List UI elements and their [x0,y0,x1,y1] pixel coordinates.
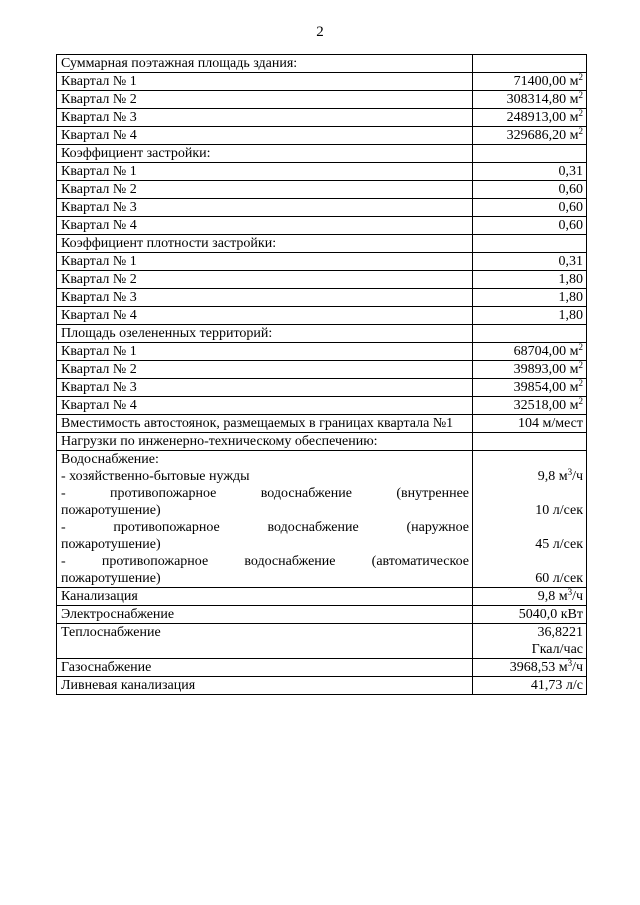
row-value: 32518,00 $м^2$ [473,397,587,415]
water-automatic-value: 60 л/сек [535,571,583,586]
row-label: Квартал № 3 [57,289,473,307]
row-label: Квартал № 2 [57,181,473,199]
parking-label: Вместимость автостоянок, размещаемых в границах квартала №1 [57,415,473,433]
storm-label: Ливневая канализация [57,677,473,695]
water-internal-line1: - противопожарное водоснабжение (внутреннее [61,486,470,501]
water-household-label: - хозяйственно-бытовые нужды [61,469,250,484]
table-row [57,91,587,109]
table-section-header [57,55,587,73]
table-row-heating [57,624,587,659]
table-section-header [57,235,587,253]
table-row [57,253,587,271]
heating-value-line1: 36,8221 [537,625,583,640]
row-label: Квартал № 2 [57,91,473,109]
water-automatic-line1: - противопожарное водоснабжение (автоматическое [61,554,469,569]
table-section-header [57,145,587,163]
table-row-loads-header [57,433,587,451]
row-label: Квартал № 4 [57,397,473,415]
water-title: Водоснабжение: [61,452,159,467]
section-title: Коэффициент плотности застройки: [57,235,473,253]
row-label: Квартал № 3 [57,379,473,397]
water-labels [57,451,473,588]
row-value: 0,31 [473,163,587,181]
row-label: Квартал № 2 [57,271,473,289]
row-value: 1,80 [473,271,587,289]
row-value: 71400,00 $м^2$ [473,73,587,91]
empty-cell [473,55,587,73]
row-value: 0,60 [473,181,587,199]
row-label: Квартал № 3 [57,109,473,127]
table-row [57,379,587,397]
table-row [57,307,587,325]
empty-cell [473,433,587,451]
gas-label: Газоснабжение [57,659,473,677]
electricity-label: Электроснабжение [57,606,473,624]
table-row-electricity [57,606,587,624]
row-label: Квартал № 1 [57,163,473,181]
row-value: 68704,00 $м^2$ [473,343,587,361]
table-row-gas [57,659,587,677]
loads-header: Нагрузки по инженерно-техническому обеспечению: [57,433,473,451]
table-row [57,289,587,307]
heating-value-line2: Гкал/час [531,642,583,657]
row-label: Квартал № 4 [57,307,473,325]
table-row [57,163,587,181]
table-body-utilities [57,415,587,695]
table-row [57,73,587,91]
row-value: 0,60 [473,217,587,235]
water-external-line1: - противопожарное водоснабжение (наружное [61,520,470,535]
water-internal-line2: пожаротушение) [61,503,161,518]
row-label: Квартал № 3 [57,199,473,217]
table-row [57,127,587,145]
row-value: 0,31 [473,253,587,271]
empty-cell [473,235,587,253]
water-automatic-line2: пожаротушение) [61,571,161,586]
row-value: 0,60 [473,199,587,217]
electricity-value: 5040,0 кВт [473,606,587,624]
table-row [57,199,587,217]
table-row [57,181,587,199]
page-number: 2 [316,24,324,40]
table-row [57,343,587,361]
row-value: 248913,00 $м^2$ [473,109,587,127]
row-value: 329686,20 $м^2$ [473,127,587,145]
water-external-value: 45 л/сек [535,537,583,552]
empty-cell [473,145,587,163]
table-row [57,217,587,235]
row-label: Квартал № 1 [57,343,473,361]
section-title: Суммарная поэтажная площадь здания: [57,55,473,73]
row-value: 1,80 [473,307,587,325]
parameters-table [56,54,587,695]
table-row-water [57,451,587,588]
table-row [57,397,587,415]
table-row-sewage [57,588,587,606]
gas-value: 3968,53 $м^3/ч$ [473,659,587,677]
table-row [57,361,587,379]
parking-value: 104 м/мест [473,415,587,433]
heating-value [473,624,587,659]
row-label: Квартал № 1 [57,73,473,91]
table-row-storm [57,677,587,695]
water-external-line2: пожаротушение) [61,537,161,552]
table-body [57,55,587,415]
water-household-value: 9,8 $м^3/ч$ [537,467,583,484]
row-value: 1,80 [473,289,587,307]
heating-label: Теплоснабжение [57,624,473,659]
table-section-header [57,325,587,343]
water-values [473,451,587,588]
row-value: 308314,80 $м^2$ [473,91,587,109]
row-label: Квартал № 4 [57,217,473,235]
empty-cell [473,325,587,343]
water-internal-value: 10 л/сек [535,503,583,518]
section-title: Площадь озелененных территорий: [57,325,473,343]
row-value: 39893,00 $м^2$ [473,361,587,379]
table-row-parking [57,415,587,433]
storm-value: 41,73 л/с [473,677,587,695]
row-label: Квартал № 4 [57,127,473,145]
row-label: Квартал № 2 [57,361,473,379]
table-row [57,109,587,127]
table-row [57,271,587,289]
sewage-value: 9,8 $м^3/ч$ [473,588,587,606]
row-label: Квартал № 1 [57,253,473,271]
sewage-label: Канализация [57,588,473,606]
row-value: 39854,00 $м^2$ [473,379,587,397]
section-title: Коэффициент застройки: [57,145,473,163]
